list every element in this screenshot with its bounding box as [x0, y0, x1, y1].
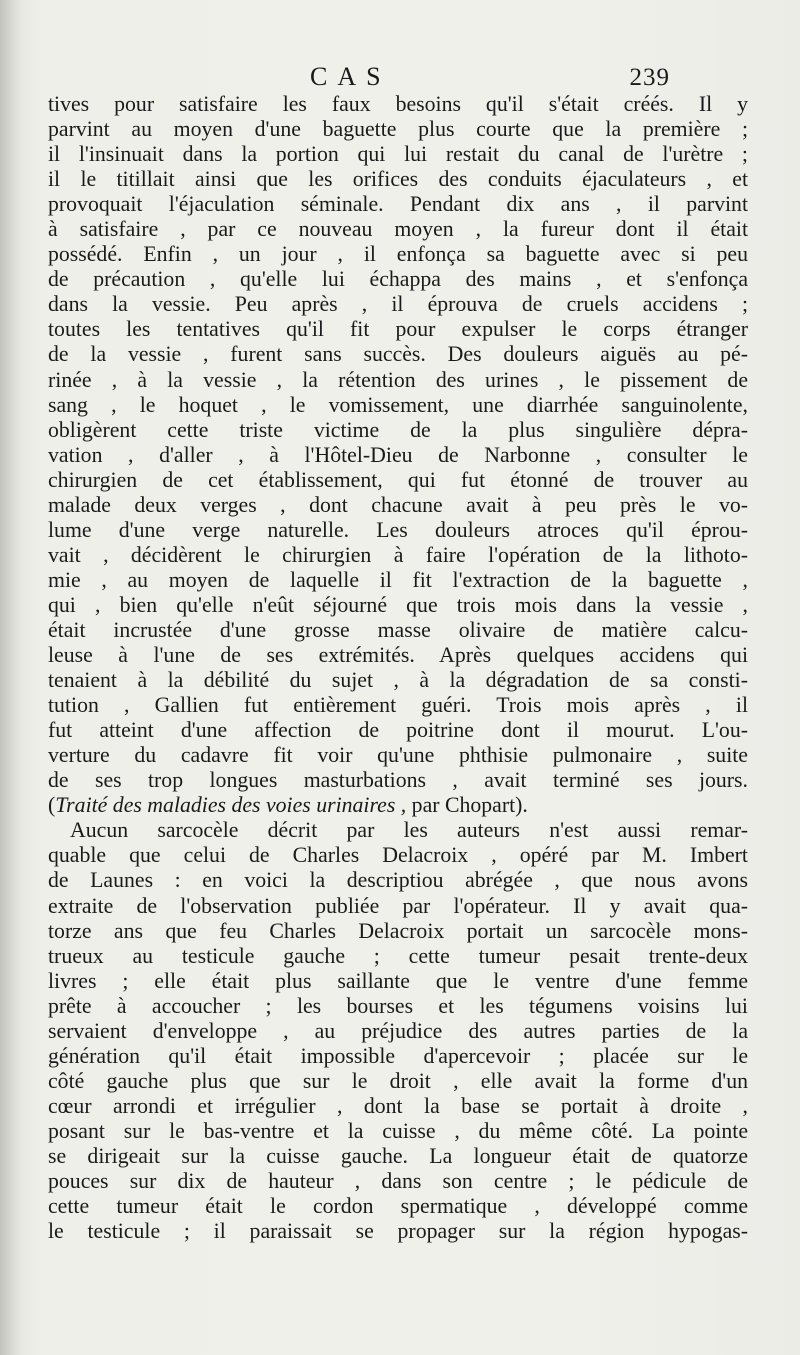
text-line: de la vessie , furent sans succès. Des douleurs aiguës au pé- [48, 342, 748, 367]
page-number: 239 [629, 64, 670, 91]
text-line: vait , décidèrent le chirurgien à faire l'opération de la lithoto- [48, 542, 748, 567]
text-line: parvint au moyen d'une baguette plus courte que la première ; [48, 117, 748, 142]
text-line: était incrustée d'une grosse masse olivaire de matière calcu- [48, 617, 748, 642]
citation-rest: par Chopart). [406, 793, 528, 818]
text-line: qui , bien qu'elle n'eût séjourné que trois mois dans la vessie , [48, 592, 748, 617]
citation-line [48, 793, 748, 818]
text-line: malade deux verges , dont chacune avait à peu près le vo- [48, 492, 748, 517]
text-line: possédé. Enfin , un jour , il enfonça sa baguette avec si peu [48, 242, 748, 267]
text-line: mie , au moyen de laquelle il fit l'extraction de la baguette , [48, 567, 748, 592]
text-line: toutes les tentatives qu'il fit pour expulser le corps étranger [48, 317, 748, 342]
text-line: il le titillait ainsi que les orifices des conduits éjaculateurs , et [48, 167, 748, 192]
text-line: à satisfaire , par ce nouveau moyen , la fureur dont il était [48, 217, 748, 242]
body-text [48, 92, 748, 1244]
text-line: de ses trop longues masturbations , avait terminé ses jours. [48, 768, 748, 793]
text-line: sang , le hoquet , le vomissement, une diarrhée sanguinolente, [48, 392, 748, 417]
text-line: se dirigeait sur la cuisse gauche. La longueur était de quatorze [48, 1143, 748, 1168]
text-line: obligèrent cette triste victime de la plus singulière dépra- [48, 417, 748, 442]
text-line: génération qu'il était impossible d'apercevoir ; placée sur le [48, 1043, 748, 1068]
text-line: tenaient à la débilité du sujet , à la dégradation de sa consti- [48, 668, 748, 693]
text-line: cœur arrondi et irrégulier , dont la base se portait à droite , [48, 1093, 748, 1118]
text-line: trueux au testicule gauche ; cette tumeur pesait trente-deux [48, 943, 748, 968]
text-line: servaient d'enveloppe , au préjudice des autres parties de la [48, 1018, 748, 1043]
text-line: il l'insinuait dans la portion qui lui restait du canal de l'urètre ; [48, 142, 748, 167]
text-line: tution , Gallien fut entièrement guéri. Trois mois après , il [48, 693, 748, 718]
text-line: tives pour satisfaire les faux besoins qu'il s'était créés. Il y [48, 92, 748, 116]
text-line: prête à accoucher ; les bourses et les tégumens voisins lui [48, 993, 748, 1018]
text-line: lume d'une verge naturelle. Les douleurs atroces qu'il éprou- [48, 517, 748, 542]
paragraph-2 [48, 818, 748, 1244]
running-head: CAS [310, 62, 391, 91]
text-line: fut atteint d'une affection de poitrine dont il mourut. L'ou- [48, 718, 748, 743]
text-line: posant sur le bas-ventre et la cuisse , du même côté. La pointe [48, 1118, 748, 1143]
citation-title: Traité des maladies des voies urinaires , [55, 793, 407, 818]
paragraph-1 [48, 92, 748, 818]
text-line: livres ; elle était plus saillante que le ventre d'une femme [48, 968, 748, 993]
binding-gutter-shadow [0, 0, 22, 1355]
text-line: chirurgien de cet établissement, qui fut étonné de trouver au [48, 467, 748, 492]
text-line: leuse à l'une de ses extrémités. Après quelques accidens qui [48, 643, 748, 668]
citation-open: ( [48, 793, 56, 818]
text-line: quable que celui de Charles Delacroix , opéré par M. Imbert [48, 843, 748, 868]
text-line: de Launes : en voici la descriptiou abrégée , que nous avons [48, 868, 748, 893]
text-line: verture du cadavre fit voir qu'une phthisie pulmonaire , suite [48, 743, 748, 768]
text-line: cette tumeur était le cordon spermatique , développé comme [48, 1194, 748, 1219]
text-line: vation , d'aller , à l'Hôtel-Dieu de Narbonne , consulter le [48, 442, 748, 467]
text-line: dans la vessie. Peu après , il éprouva de cruels accidens ; [48, 292, 748, 317]
text-line: rinée , à la vessie , la rétention des urines , le pissement de [48, 367, 748, 392]
text-line: torze ans que feu Charles Delacroix portait un sarcocèle mons- [48, 918, 748, 943]
text-line: provoquait l'éjaculation séminale. Pendant dix ans , il parvint [48, 192, 748, 217]
text-line: extraite de l'observation publiée par l'opérateur. Il y avait qua- [48, 893, 748, 918]
page-header [0, 56, 800, 96]
text-line: pouces sur dix de hauteur , dans son centre ; le pédicule de [48, 1169, 748, 1194]
text-line: le testicule ; il paraissait se propager sur la région hypogas- [48, 1219, 748, 1244]
text-line: côté gauche plus que sur le droit , elle avait la forme d'un [48, 1068, 748, 1093]
text-line: Aucun sarcocèle décrit par les auteurs n'est aussi remar- [70, 818, 748, 843]
text-line: de précaution , qu'elle lui échappa des mains , et s'enfonça [48, 267, 748, 292]
